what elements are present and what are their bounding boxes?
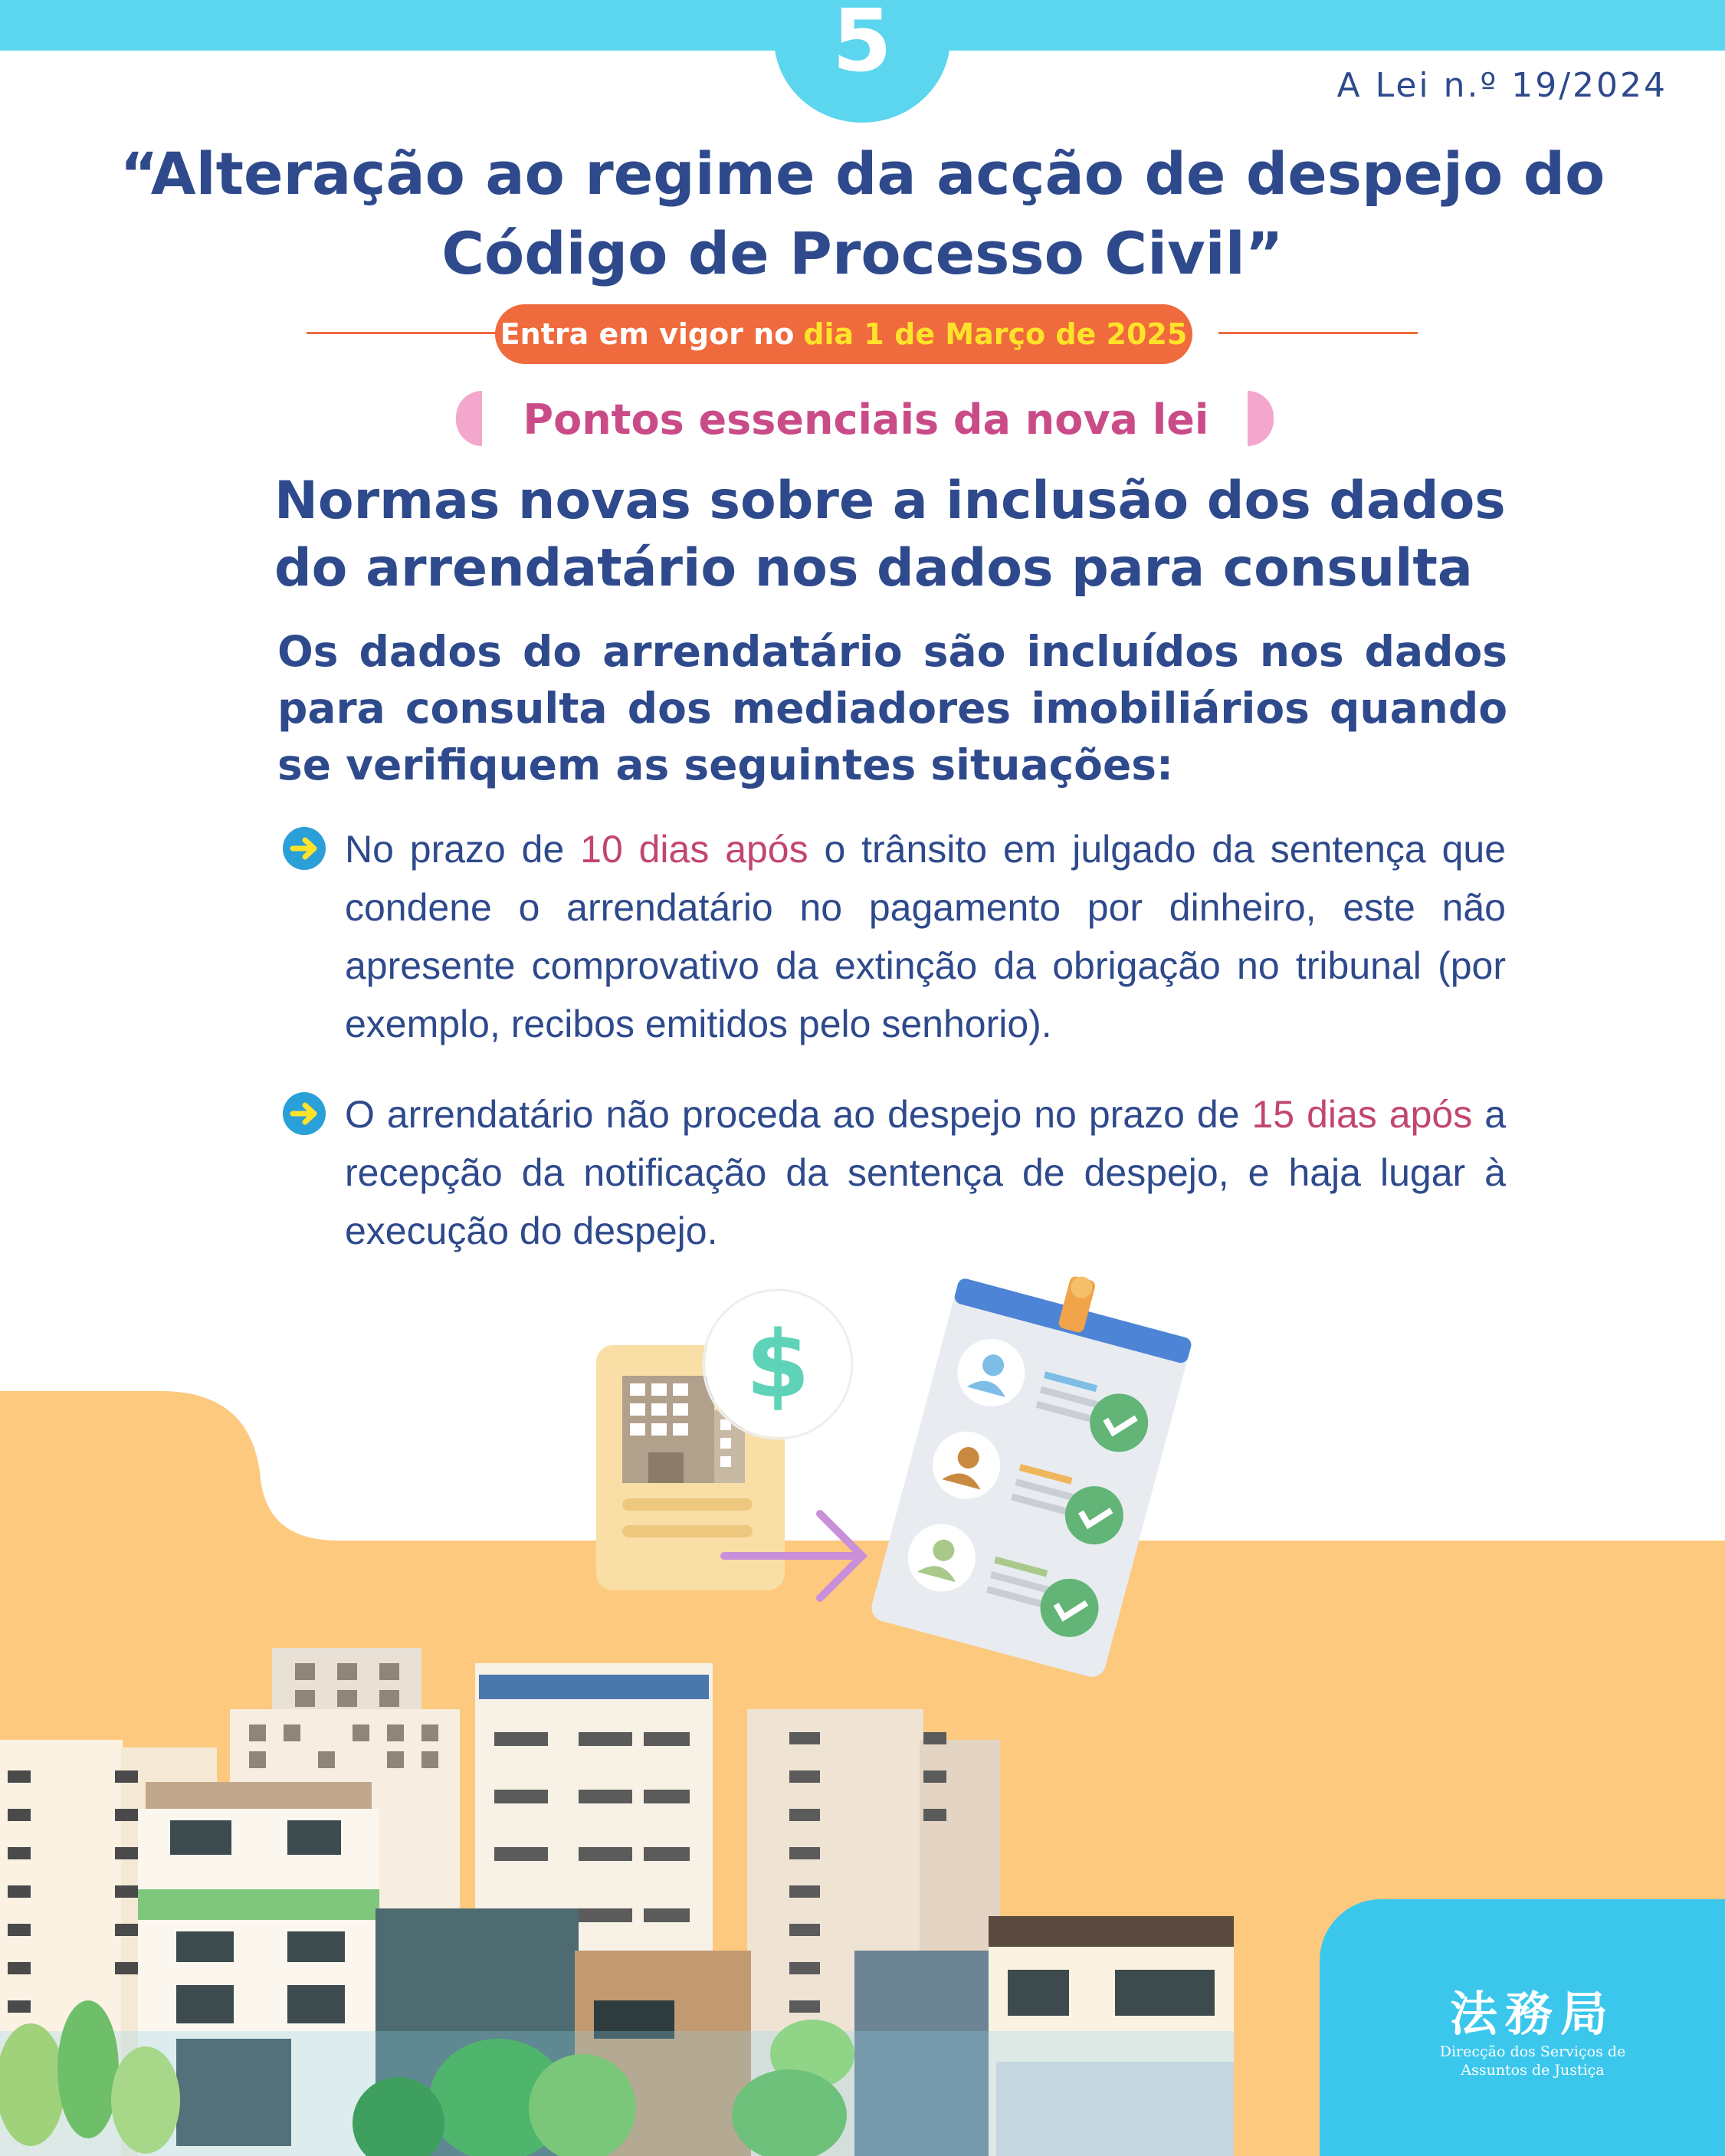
bullet-highlight: 10 dias após — [580, 828, 808, 871]
bullet-text-before: No prazo de — [345, 828, 581, 871]
dollar-symbol: $ — [746, 1312, 810, 1419]
logo-chinese-name: 法務局 — [1449, 1986, 1615, 2042]
bullet-text-before: O arrendatário não proceda ao despejo no prazo de — [345, 1093, 1252, 1136]
logo-name-line2: Assuntos de Justiça — [1461, 2062, 1605, 2079]
effective-prefix: Entra em vigor no — [500, 317, 795, 351]
list-item — [345, 1085, 1506, 1260]
divider-left — [307, 332, 506, 334]
law-reference: A Lei n.º 19/2024 — [1336, 66, 1668, 105]
effective-date: dia 1 de Março de 2025 — [803, 317, 1188, 351]
bullet-text-after: o trânsito em julgado da sentença que condene o arrendatário no pagamento por dinheiro, este não apresente comprovativo da extinção da obrigação no tribunal (por exemplo, recibos emitidos pelo senhorio). — [345, 828, 1507, 1045]
badge-number: 5 — [832, 0, 892, 91]
arrow-right-icon — [282, 1091, 326, 1136]
section-label: Pontos essenciais da nova lei — [523, 395, 1209, 444]
list-item — [345, 820, 1506, 1053]
number-badge — [774, 0, 950, 123]
section-heading: Normas novas sobre a inclusão dos dados do arrendatário nos dados para consulta — [274, 471, 1506, 599]
intro-paragraph: Os dados do arrendatário são incluídos nos dados para consulta dos mediadores imobiliários quando se verifiquem as seguintes situações: — [277, 627, 1507, 789]
bullet-highlight: 15 dias após — [1251, 1093, 1473, 1136]
effective-date-pill — [495, 304, 1192, 364]
page-title: “Alteração ao regime da acção de despejo do Código de Processo Civil” — [120, 139, 1605, 287]
bullet-text-after: a recepção da notificação da sentença de despejo, e haja lugar à execução do despejo. — [345, 1093, 1507, 1252]
dollar-icon — [703, 1290, 852, 1439]
logo-name-line1: Direcção dos Serviços de — [1439, 2043, 1626, 2060]
arrow-right-icon — [282, 826, 326, 871]
divider-right — [1218, 332, 1418, 334]
